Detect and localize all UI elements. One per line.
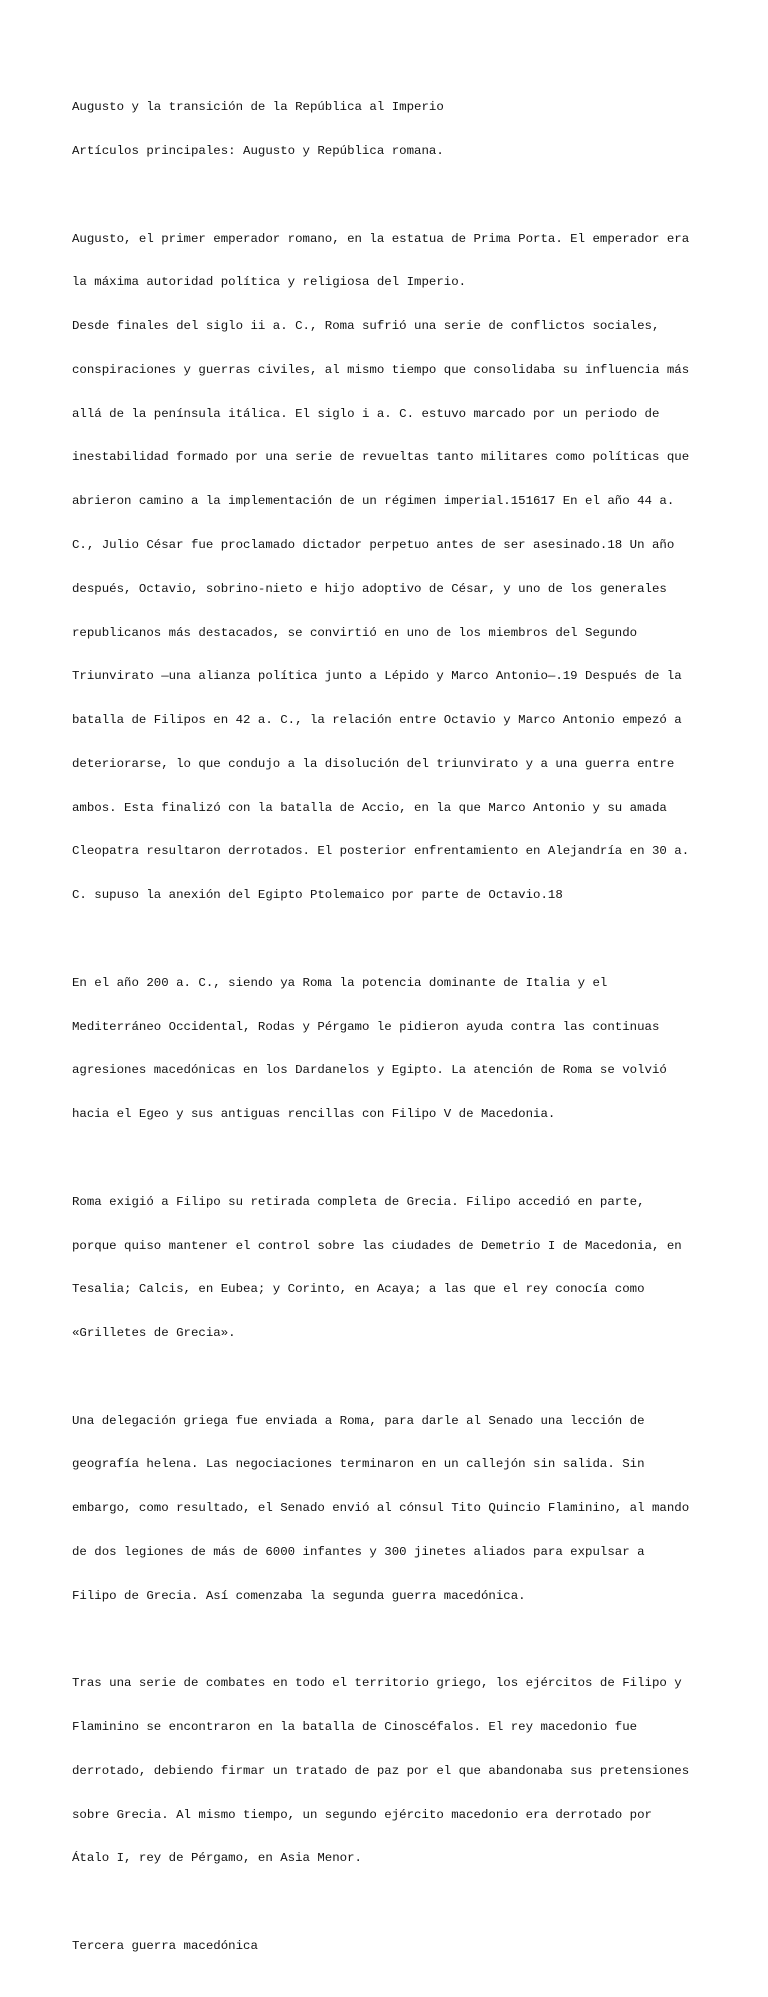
paragraph-filipo-retirada <box>72 1166 702 1370</box>
text-line: conspiraciones y guerras civiles, al mismo tiempo que consolidaba su influencia más <box>72 362 690 377</box>
text-line: Mediterráneo Occidental, Rodas y Pérgamo le pidieron ayuda contra las continuas <box>72 1019 660 1034</box>
text-line: Augusto, el primer emperador romano, en la estatua de Prima Porta. El emperador era <box>72 231 690 246</box>
text-line: Flaminino se encontraron en la batalla de Cinoscéfalos. El rey macedonio fue <box>72 1720 638 1735</box>
text-line: ambos. Esta finalizó con la batalla de Accio, en la que Marco Antonio y su amada <box>72 800 667 815</box>
section-heading: Tercera guerra macedónica <box>72 1939 258 1953</box>
text-line: Tras una serie de combates en todo el territorio griego, los ejércitos de Filipo y <box>72 1676 682 1691</box>
text-line: republicanos más destacados, se convirtió en uno de los miembros del Segundo <box>72 625 638 640</box>
text-line: Una delegación griega fue enviada a Roma, para darle al Senado una lección de <box>72 1413 645 1428</box>
text-line: Desde finales del siglo ii a. C., Roma sufrió una serie de conflictos sociales, <box>72 319 660 334</box>
text-line: después, Octavio, sobrino-nieto e hijo adoptivo de César, y uno de los generales <box>72 581 667 596</box>
text-line: Cleopatra resultaron derrotados. El posterior enfrentamiento en Alejandría en 30 a. <box>72 844 690 859</box>
text-line: C. supuso la anexión del Egipto Ptolemaico por parte de Octavio.18 <box>72 888 563 903</box>
document-title: Augusto y la transición de la República al Imperio <box>72 100 444 115</box>
text-line: Roma exigió a Filipo su retirada completa de Grecia. Filipo accedió en parte, <box>72 1194 645 1209</box>
text-line: inestabilidad formado por una serie de revueltas tanto militares como políticas que <box>72 450 690 465</box>
paragraph-augusto <box>72 202 702 932</box>
text-line: derrotado, debiendo firmar un tratado de paz por el que abandonaba sus pretensiones <box>72 1763 690 1778</box>
heading-block <box>72 71 702 188</box>
document-body <box>72 71 702 1997</box>
text-line: porque quiso mantener el control sobre las ciudades de Demetrio I de Macedonia, en <box>72 1238 682 1253</box>
text-line: agresiones macedónicas en los Dardanelos y Egipto. La atención de Roma se volvió <box>72 1063 667 1078</box>
text-line: Átalo I, rey de Pérgamo, en Asia Menor. <box>72 1851 362 1866</box>
text-line: deteriorarse, lo que condujo a la disolución del triunvirato y a una guerra entre <box>72 756 675 771</box>
paragraph-rodas-pergamo <box>72 947 702 1151</box>
text-line: geografía helena. Las negociaciones terminaron en un callejón sin salida. Sin <box>72 1457 645 1472</box>
text-line: Tesalia; Calcis, en Eubea; y Corinto, en Acaya; a las que el rey conocía como <box>72 1282 645 1297</box>
text-line: de dos legiones de más de 6000 infantes y 300 jinetes aliados para expulsar a <box>72 1544 645 1559</box>
section-heading-block <box>72 1910 702 1983</box>
main-articles-note: Artículos principales: Augusto y República romana. <box>72 143 444 158</box>
text-line: «Grilletes de Grecia». <box>72 1326 236 1341</box>
text-line: embargo, como resultado, el Senado envió al cónsul Tito Quincio Flaminino, al mando <box>72 1501 690 1516</box>
text-line: hacia el Egeo y sus antiguas rencillas con Filipo V de Macedonia. <box>72 1107 556 1122</box>
text-line: abrieron camino a la implementación de un régimen imperial.151617 En el año 44 a. <box>72 494 675 509</box>
text-line: batalla de Filipos en 42 a. C., la relación entre Octavio y Marco Antonio empezó a <box>72 713 682 728</box>
text-line: allá de la península itálica. El siglo i a. C. estuvo marcado por un periodo de <box>72 406 660 421</box>
text-line: la máxima autoridad política y religiosa del Imperio. <box>72 275 467 290</box>
text-line: Filipo de Grecia. Así comenzaba la segunda guerra macedónica. <box>72 1588 526 1603</box>
text-line: Triunvirato —una alianza política junto a Lépido y Marco Antonio—.19 Después de la <box>72 669 682 684</box>
paragraph-cinoscefalos <box>72 1647 702 1895</box>
text-line: C., Julio César fue proclamado dictador perpetuo antes de ser asesinado.18 Un año <box>72 538 675 552</box>
text-line: En el año 200 a. C., siendo ya Roma la potencia dominante de Italia y el <box>72 975 608 990</box>
paragraph-delegacion-griega <box>72 1384 702 1632</box>
text-line: sobre Grecia. Al mismo tiempo, un segundo ejército macedonio era derrotado por <box>72 1807 652 1822</box>
